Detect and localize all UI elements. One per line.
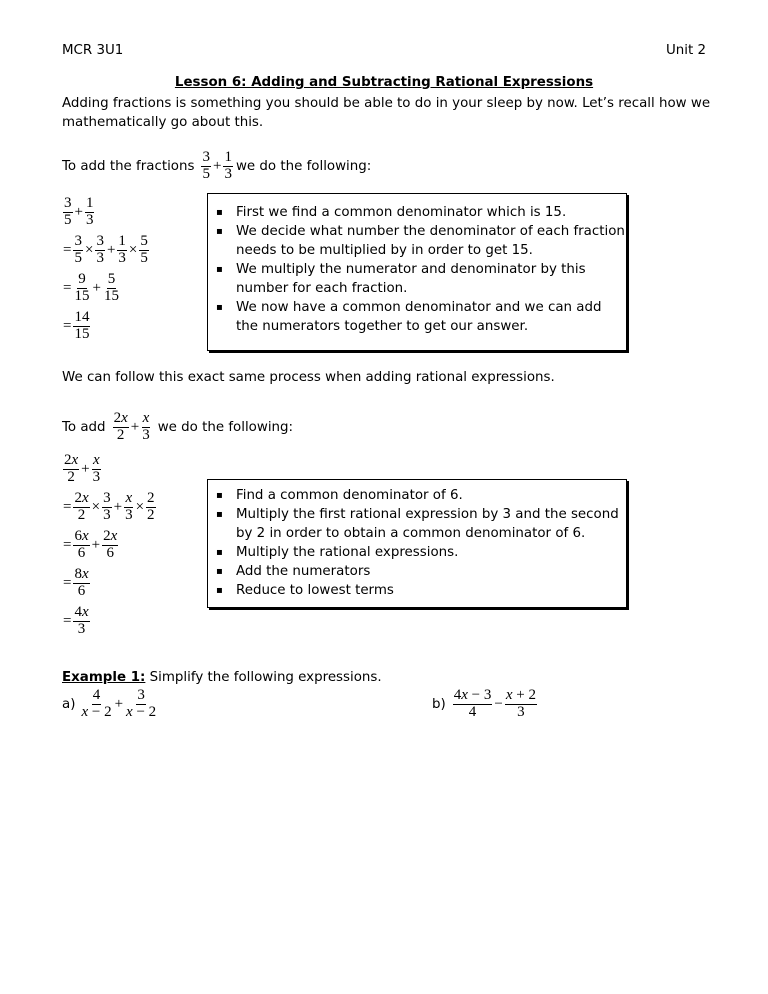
- rational-work: [62, 450, 157, 640]
- lead-rational-expression: $\frac{2x}{2}$ + $\frac{x}{3}$: [113, 410, 150, 443]
- section1-lead-text-2: we do the following:: [235, 158, 372, 174]
- step-item: ▪ We now have a common denominator and we can add the numerators together to get our answer.: [208, 298, 626, 336]
- example-a: [62, 688, 158, 721]
- example-prompt: Simplify the following expressions.: [145, 670, 382, 685]
- example-a-expression: $\frac{4}{x - 2}$ + $\frac{3}{x - 2}$: [81, 687, 157, 720]
- step-item: ▪ First we find a common denominator which is 15.: [208, 203, 626, 222]
- work-line: = $\frac{2x}{2}$ × $\frac{3}{3}$ + $\frac{x}{3}$ × $\frac{2}{2}$: [63, 489, 155, 523]
- example-heading: [62, 670, 382, 685]
- step-item: ▪ Multiply the first rational expression by 3 and the second by 2 in order to obtain a common denominator of 6.: [208, 505, 626, 543]
- work-line: = $\frac{4x}{3}$: [63, 603, 89, 637]
- work-line: $\frac{2x}{2}$ + $\frac{x}{3}$: [64, 451, 101, 485]
- work-line: = $\frac{14}{15}$: [63, 308, 90, 342]
- section1-lead: [62, 150, 371, 183]
- example-b-expression: $\frac{4x - 3}{4}$ − $\frac{x + 2}{3}$: [453, 687, 536, 720]
- steps-box-2: [207, 479, 627, 608]
- step-item: ▪ Find a common denominator of 6.: [208, 486, 626, 505]
- work-line: = $\frac{9}{15}$ + $\frac{5}{15}$: [63, 270, 119, 304]
- section2-lead: [62, 411, 293, 444]
- section1-lead-text: To add the fractions: [62, 158, 195, 174]
- step-item: ▪ We decide what number the denominator of each fraction needs to be multiplied by in order to get 15.: [208, 222, 626, 260]
- section2-lead-text: To add: [62, 419, 106, 435]
- step-item: ▪ Multiply the rational expressions.: [208, 543, 626, 562]
- example-label: Example 1:: [62, 670, 146, 685]
- unit-label: Unit 2: [665, 43, 706, 58]
- work-line: = $\frac{3}{5}$ × $\frac{3}{3}$ + $\frac{1}{3}$ × $\frac{5}{5}$: [63, 232, 148, 266]
- fraction-work: [62, 193, 150, 345]
- intro-paragraph: Adding fractions is something you should be able to do in your sleep by now. Let’s recall how we mathematically go about this.: [62, 96, 711, 130]
- example-b: [432, 688, 538, 721]
- example-b-label: b): [432, 696, 446, 712]
- step-item: ▪ We multiply the numerator and denominator by this number for each fraction.: [208, 260, 626, 298]
- work-line: = $\frac{6x}{6}$ + $\frac{2x}{6}$: [63, 527, 118, 561]
- page-title: Lesson 6: Adding and Subtracting Rational Expressions: [174, 75, 594, 90]
- lead-fraction-expression: $\frac{3}{5}$ + $\frac{1}{3}$: [202, 149, 232, 182]
- work-line: $\frac{3}{5}$ + $\frac{1}{3}$: [64, 194, 94, 228]
- steps-box-1: [207, 193, 627, 351]
- step-item: ▪ Reduce to lowest terms: [208, 581, 626, 600]
- work-line: = $\frac{8x}{6}$: [63, 565, 89, 599]
- course-code: MCR 3U1: [62, 43, 124, 58]
- example-a-label: a): [62, 696, 76, 712]
- section2-lead-text-2: we do the following:: [157, 419, 294, 435]
- step-item: ▪ Add the numerators: [208, 562, 626, 581]
- bridge-text: We can follow this exact same process when adding rational expressions.: [62, 370, 555, 385]
